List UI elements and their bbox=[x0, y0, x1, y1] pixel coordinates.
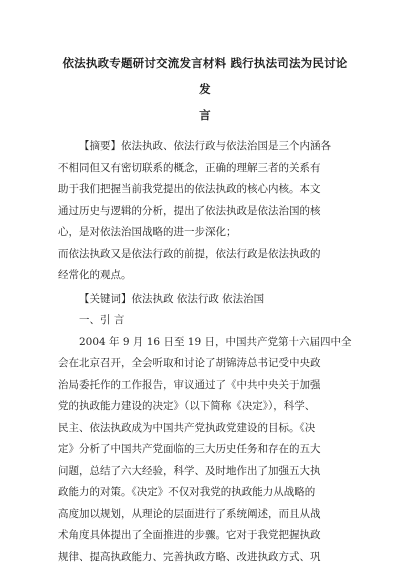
abstract-label: 【摘要】 bbox=[79, 140, 121, 152]
abstract-line: 助于我们把握当前我党提出的依法执政的核心内核。本文 bbox=[58, 183, 321, 195]
abstract-line: 心，是对依法治国战略的进一步深化； bbox=[58, 226, 237, 238]
abstract-section bbox=[58, 136, 352, 287]
body-line: 民主、依法执政成为中国共产党执政党建设的目标。《决 bbox=[58, 421, 316, 434]
section-heading: 一、引 言 bbox=[79, 314, 125, 326]
abstract-text: 依法执政、依法行政与依法治国是三个内涵各 bbox=[121, 140, 331, 152]
abstract-line bbox=[58, 136, 352, 158]
title-line-1: 依法执政专题研讨交流发言材料 践行执法司法为民讨论发 bbox=[62, 56, 348, 96]
body-line: 术角度具体提出了全面推进的步骤。它对于我党把握执政 bbox=[58, 529, 321, 541]
body-line: 高度加以规划，从理论的层面进行了系统阐述，而且从战 bbox=[58, 507, 321, 520]
keywords-text: 依法执政 依法行政 依法治国 bbox=[131, 292, 265, 305]
title-line-2: 言 bbox=[199, 108, 211, 122]
abstract-line: 不相同但又有密切联系的概念，正确的理解三者的关系有 bbox=[58, 161, 321, 174]
body-line: 治局委托作的工作报告，审议通过了《中共中央关于加强 bbox=[58, 378, 321, 391]
body-line: 2004 年 9 月 16 日至 19 日，中国共产党第十六届四中全 bbox=[79, 335, 352, 348]
abstract-line: 而依法执政又是依法行政的前提，依法行政是依法执政的 bbox=[58, 247, 321, 260]
document-title bbox=[58, 0, 352, 128]
body-line: 规律、提高执政能力、完善执政方略、改进执政方式、巩 bbox=[58, 550, 321, 563]
body-line: 党的执政能力建设的决定》（以下简称《决定》），科学、 bbox=[58, 400, 316, 412]
keywords-line bbox=[58, 289, 352, 311]
body-line: 问题，总结了六大经验，科学、及时地作出了加强五大执 bbox=[58, 464, 321, 477]
body-line: 会在北京召开，全会听取和讨论了胡锦涛总书记受中央政 bbox=[58, 357, 321, 369]
body-line: 定》分析了中国共产党面临的三大历史任务和存在的五大 bbox=[58, 443, 321, 455]
body-line: 政能力的对策。《决定》不仅对我党的执政能力从战略的 bbox=[58, 486, 316, 498]
keywords-label: 【关键词】 bbox=[79, 292, 132, 305]
body-section bbox=[58, 332, 352, 569]
abstract-line: 通过历史与逻辑的分析，提出了依法执政是依法治国的核 bbox=[58, 204, 321, 217]
abstract-line: 经常化的观点。 bbox=[58, 269, 132, 281]
